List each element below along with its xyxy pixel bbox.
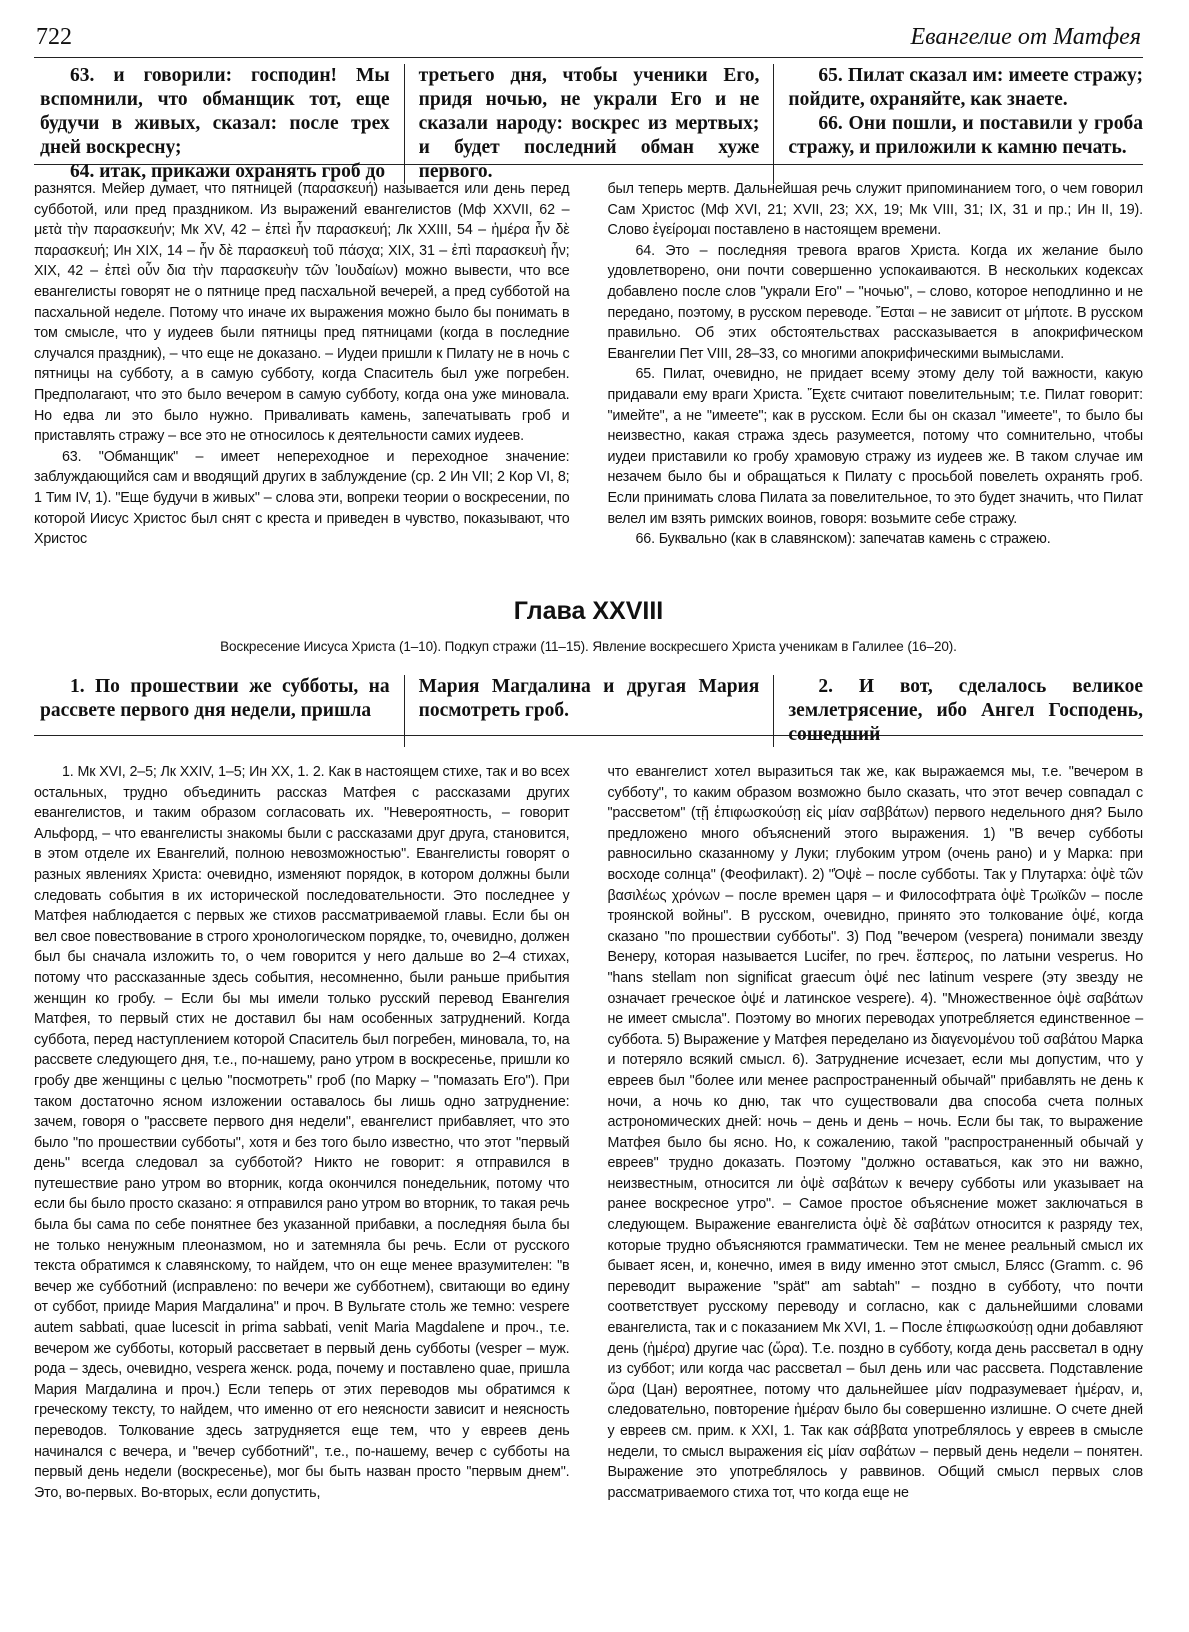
paragraph: 64. Это – последняя тревога врагов Христа. Когда их желание было удовлетворено, они почти совершенно успокаиваются. В нескольких кодексах добавлено после слов "украли Его" – "ночью", – слово, которое неподлинно и не передано, поэтому, в русском переводе. Ἔσται – не зависит от μήποτε. В русском правильно. Об этих обстоятельствах рассказывается в апокрифическом Евангелии Пет VIII, 28–33, со многими апокрифическими вымыслами. xyxy=(607,242,1143,362)
verse-column-1 xyxy=(34,675,404,747)
paragraph: 64. итак, прикажи охранять гроб до xyxy=(70,161,386,182)
paragraph: разнятся. Мейер думает, что пятницей (παρασκευή) называется или день перед субботой, или пред праздником. Из выражений евангелистов (Мф XXVII, 62 – μετὰ τὴν παρασκευήν; Мк XV, 42 – ἐπεὶ ἦν παρασκευή; Лк XXIII, 54 – ἡμέρα ἦν δὲ παρασκευή; Ин XIX, 14 – ἦν δὲ παρασκευὴ τοῦ πάσχα; XIX, 31 – ἐπὶ παρασκευὴ ἦν; XIX, 42 – ἐπεὶ οὖν δια τὴν παρασκευὴν τῶν Ἰουδαίων) можно вывести, что все евангелисты говорят не о пятнице пред пасхальной вечерей, а пред субботой на пасхальной неделе. Потому что иначе их выражения можно было бы понимать в том смысле, что у иудеев были пятницы пред пятницами (когда в последние случался праздник), – что еще не доказано. – Иудеи пришли к Пилату не в ночь с пятницы на субботу, а в самую субботу, когда Спаситель был уже погребен. Предполагают, что это было вечером в самую субботу, когда она уже миновала. Но едва ли это было нужно. Приваливать камень, запечатывать гроб и приставлять стражу – все это не относилось к деятельности самих иудеев. xyxy=(34,181,570,445)
running-title: Евангелие от Матфея xyxy=(910,24,1141,50)
paragraph: 1. По прошествии же субботы, на рассвете первого дня недели, пришла xyxy=(40,676,390,721)
paragraph: Мария Магдалина и другая Мария посмотреть гроб. xyxy=(418,676,760,721)
top-commentary xyxy=(34,179,1143,577)
paragraph: 65. Пилат сказал им: имеете стражу; пойдите, охраняйте, как знаете. xyxy=(788,65,1143,110)
commentary-column-left xyxy=(34,762,570,1503)
paragraph: 66. Буквально (как в славянском): запечатав камень с стражею. xyxy=(635,531,1051,548)
commentary-column-right xyxy=(608,762,1144,1503)
page-number: 722 xyxy=(36,24,72,50)
page-header xyxy=(34,0,1143,58)
paragraph: 63. "Обманщик" – имеет непереходное и переходное значение: заблуждающийся сам и вводящий других в заблуждение (ср. 2 Ин VII; 2 Кор VI, 8; 1 Тим IV, 1). "Еще будучи в живых" – слова эти, вопреки теории о воскресении, по которой Иисус Христос был снят с креста и приведен в чувство, показывают, что Христос xyxy=(34,448,570,548)
paragraph: был теперь мертв. Дальнейшая речь служит припоминанием того, о чем говорил Сам Христос (Мф XVI, 21; XVII, 23; XX, 19; Мк VIII, 31; IX, 31 и пр.; Ин II, 19). Слово ἐγείρομαι поставлено в настоящем времени. xyxy=(607,181,1143,239)
commentary-column-right xyxy=(608,179,1144,577)
verse-column-2 xyxy=(404,64,774,184)
verse-column-3 xyxy=(773,675,1143,747)
paragraph: 63. и говорили: господин! Мы вспомнили, что обманщик тот, еще будучи в живых, сказал: после трех дней воскресну; xyxy=(40,65,390,158)
chapter-verses xyxy=(34,675,1143,745)
paragraph: третьего дня, чтобы ученики Его, придя ночью, не украли Его и не сказали народу: воскрес из мертвых; и будет последний обман хуже первого. xyxy=(418,65,760,182)
paragraph: 2. И вот, сделалось великое землетрясение, ибо Ангел Господень, сошедший xyxy=(788,676,1143,745)
commentary-column-left xyxy=(34,179,570,577)
paragraph: что евангелист хотел выразиться так же, как выражаемся мы, т.е. "вечером в субботу", то каким образом возможно было сказать, что этот вечер совпадал с "рассветом" (τῇ ἐπιφωσκούσῃ εἰς μίαν σαββάτων) первого недельного дня? Было предложено много объяснений этого выражения. 1) "В вечер субботы равносильно сказанному у Луки; глубоким утром (очень рано) и у Марка: при восходе солнца" (Феофилакт). 2) "Ὀψὲ – после субботы. Так у Плутарха: ὀψὲ τῶν βασιλέως χρόνων – после времен царя – и Философтрата ὀψὲ Τρωϊκῶν – после троянской войны". В русском, очевидно, принято это толкование ὀψέ, когда сказано "по прошествии субботы". 3) Под "вечером (vespera) понимали звезду Венеру, которая называется Lucifer, по греч. ἕσπερος, по латыни vesperus. Но "hans stellam non significat graecum ὀψέ nec latinum vespere (эту звезду не означает греческое ὀψέ и латинское vespere). 4). "Множественное ὀψὲ σαβάτων не имеет смысла". Поэтому во многих переводах употребляется единственное – суббота. 5) Выражение у Матфея переделано из διαγενομένου τοῦ σαβάτου Марка и потеряло всякий смысл. 6). Затруднение исчезает, если мы допустим, что у евреев был "более или менее распространенный обычай" прибавлять не день к ночи, а ночь ко дню, так что существовали два способа счета полных астрономических дней: ночь – день и день – ночь. Если бы так, то выражение Матфея было бы ясно. Но, к сожалению, такой "распространенный обычай у евреев" трудно доказать. Поэтому "должно оставаться, как это ни важно, неизвестным, относится ли ὀψὲ σαβάτων к вечеру субботы или указывает на ранее воскресное утро". – Самое простое объяснение может заключаться в следующем. Выражение евангелиста ὀψὲ δὲ σαβάτων относится к разряду тех, которые трудно объясняются грамматически. Тем не менее реальный смысл их бывает ясен, и, конечно, имея в виду именно этот смысл, Блясс (Gramm. с. 96 переводит выражение "spät" am sabtah" – поздно в субботу, что почти соответствует русскому переводу и согласно, как с дальнейшими словами евангелиста, так и с показанием Мк XVI, 1. – После ἐπιφωσκούσῃ одни добавляют день (ἡμέρα) другие час (ὥρα). Т.е. поздно в субботу, когда день рассветал в одну из суббот; или когда час рассветал – был день или час рассвета. Подставление ὥρα (Цан) вероятнее, потому что дальнейшее μίαν подразумевает ἡμέραν, и, следовательно, повторение ἡμέραν было бы совершенно излишне. О счете дней у евреев см. прим. к XXI, 1. Так как σάββατα употреблялось у евреев в смысле недели, то смысл выражения εἰς μίαν σαβάτων – первый день недели – понятен. Выражение это употреблялось у раввинов. Общий смысл первых слов рассматриваемого стиха тот, что когда еще не xyxy=(607,764,1143,1501)
bottom-commentary xyxy=(34,762,1143,1503)
verse-column-1 xyxy=(34,64,404,184)
chapter-summary: Воскресение Иисуса Христа (1–10). Подкуп стражи (11–15). Явление воскресшего Христа ученикам в Галилее (16–20). xyxy=(220,639,957,654)
top-verses xyxy=(34,64,1143,182)
paragraph: 1. Мк XVI, 2–5; Лк XXIV, 1–5; Ин XX, 1. 2. Как в настоящем стихе, так и во всех остальных, трудно объединить рассказ Матфея с рассказами других евангелистов, и таким образом согласовать их. "Невероятность, – говорит Альфорд, – что евангелисты знакомы были с рассказами друг друга, становится, в этом отделе их Евангелий, полною невозможностью". Евангелисты говорят о разных явлениях Христа: очевидно, изменяют порядок, в котором должны были следовать события в их исторической последовательности. Это последнее у Матфея наблюдается с первых же стихов рассматриваемой главы. Если бы он вел свое повествование в строго хронологическом порядке, то, очевидно, должен был бы сначала изложить то, о чем говорится у него дальше во 2–4 стихах, потому что рассказанные здесь события, несомненно, были раньше прибытия женщин ко гробу. – Если бы мы имели только русский перевод Евангелия Матфея, то первый стих не доставил бы нам особенных затруднений. Когда суббота, перед наступлением которой Спаситель был погребен, миновала, то, на рассвете следующего дня, т.е., по-нашему, рано утром в воскресенье, пришли ко гробу две женщины с целью "посмотреть" гроб (по Марку – "помазать Его"). При таком достаточно ясном изложении оставалось бы лишь одно затруднение: зачем, говоря о "рассвете первого дня недели", евангелист прибавляет, что это было "по прошествии субботы", хотя и без того было известно, что этот "первый день" всегда следовал за субботой? Никто не говорит: я отправился в путешествие рано утром во вторник, когда окончился понедельник, потому что если бы было просто сказано: я отправился рано утром во вторник, то такая речь была бы сама по себе понятнее без указанной прибавки, а последняя была бы не только ненужным плеоназмом, но и затемняла бы речь. Если от русского текста обратимся к славянскому, то найдем, что он еще менее вразумителен: "в вечер же субботний (исправлено: по вечери же субботнем), свитающи во едину от суббот, прииде Мария Магдалина" и проч. В Вульгате столь же темно: vespere autem sabbati, quae lucescit in prima sabbati, venit Maria Magdalene и проч., т.е. вечером же субботы, который рассветает в первый день субботы (vesper – муж. рода – здесь, очевидно, vespera женск. рода, почему и поставлено quae, пришла Мария Магдалина и проч.) Если теперь от этих переводов мы обратимся к греческому тексту, то найдем, что именно от его неясности зависит и неясность переводов. Толкование здесь затрудняется еще тем, что у евреев день начинался с вечера, и "вечер субботний", т.е., по-нашему, вечер с субботы на первый день недели (воскресенье), мог бы быть назван просто "первым днем". Это, во-первых. Во-вторых, если допустить, xyxy=(34,764,570,1501)
paragraph: 65. Пилат, очевидно, не придает всему этому делу той важности, какую придавали ему враги Христа. Ἔχετε считают повелительным; т.е. Пилат говорит: "имейте", а не "имеете"; как в русском. Если бы он сказал "имеете", то было бы неизвестно, какая стража здесь разумеется, потому что сомнительно, чтобы иудеи приставили ко гробу храмовую стражу из иудеев же. В таком случае им незачем было бы и обращаться к Пилату с просьбой повелеть охранять гроб. Если принимать слова Пилата за повелительное, то это будет значить, что Пилат велел им взять римских воинов, говоря: возьмите себе стражу. xyxy=(607,366,1143,527)
verse-column-2 xyxy=(404,675,774,747)
chapter-title: Глава XXVIII xyxy=(513,597,664,625)
verse-column-3 xyxy=(773,64,1143,184)
paragraph: 66. Они пошли, и поставили у гроба стражу, и приложили к камню печать. xyxy=(788,113,1143,158)
